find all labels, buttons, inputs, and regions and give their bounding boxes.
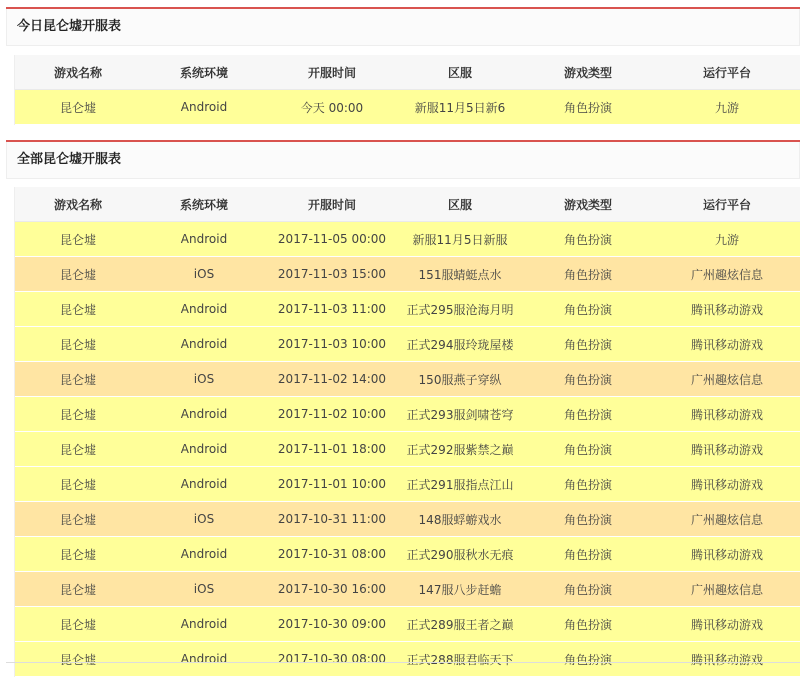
table-row — [15, 572, 800, 607]
column-header-time: 开服时间 — [267, 55, 397, 90]
cell-game-type: 角色扮演 — [523, 642, 653, 677]
table-row — [15, 397, 800, 432]
cell-open-time: 2017-11-03 15:00 — [267, 257, 397, 292]
column-header-platform: 运行平台 — [653, 55, 800, 90]
cell-game-name: 昆仑墟 — [15, 257, 141, 292]
cell-platform: 腾讯移动游戏 — [653, 432, 800, 467]
table-row — [15, 642, 800, 677]
cell-os: Android — [141, 537, 267, 572]
today-server-table — [15, 55, 800, 125]
cell-game-type: 角色扮演 — [523, 257, 653, 292]
table-row — [15, 292, 800, 327]
cell-server-name: 148服蜉蝣戏水 — [397, 502, 523, 537]
cell-game-type: 角色扮演 — [523, 502, 653, 537]
cell-server-name: 正式292服紫禁之巅 — [397, 432, 523, 467]
cell-platform: 腾讯移动游戏 — [653, 467, 800, 502]
cell-os: Android — [141, 397, 267, 432]
cell-game-type: 角色扮演 — [523, 537, 653, 572]
cell-os: Android — [141, 607, 267, 642]
cell-os: iOS — [141, 502, 267, 537]
cell-game-type: 角色扮演 — [523, 362, 653, 397]
cell-platform: 广州趣炫信息 — [653, 257, 800, 292]
cell-os: Android — [141, 642, 267, 677]
cell-open-time: 2017-10-30 08:00 — [267, 642, 397, 677]
column-header-platform: 运行平台 — [653, 187, 800, 222]
column-header-os: 系统环境 — [141, 55, 267, 90]
cell-open-time: 2017-10-30 09:00 — [267, 607, 397, 642]
cell-game-name: 昆仑墟 — [15, 292, 141, 327]
cell-server-name: 正式293服剑啸苍穹 — [397, 397, 523, 432]
cell-server-name: 正式295服沧海月明 — [397, 292, 523, 327]
cell-game-name: 昆仑墟 — [15, 397, 141, 432]
cell-game-type: 角色扮演 — [523, 292, 653, 327]
cell-game-type: 角色扮演 — [523, 397, 653, 432]
cell-game-name: 昆仑墟 — [15, 607, 141, 642]
all-server-panel — [6, 140, 800, 666]
table-row — [15, 502, 800, 537]
all-table-header-row — [15, 187, 800, 222]
column-header-game: 游戏名称 — [15, 55, 141, 90]
cell-os: Android — [141, 327, 267, 362]
cell-os: Android — [141, 292, 267, 327]
cell-os: Android — [141, 90, 267, 125]
cell-os: iOS — [141, 362, 267, 397]
cell-game-name: 昆仑墟 — [15, 572, 141, 607]
cell-game-type: 角色扮演 — [523, 572, 653, 607]
cell-open-time: 2017-11-03 11:00 — [267, 292, 397, 327]
cell-game-type: 角色扮演 — [523, 222, 653, 257]
cell-open-time: 2017-11-01 18:00 — [267, 432, 397, 467]
table-row — [15, 537, 800, 572]
cell-game-name: 昆仑墟 — [15, 90, 141, 125]
cell-server-name: 正式291服指点江山 — [397, 467, 523, 502]
cell-server-name: 新服11月5日新服 — [397, 222, 523, 257]
cell-server-name: 正式294服玲珑屋楼 — [397, 327, 523, 362]
cell-open-time: 今天 00:00 — [267, 90, 397, 125]
cell-game-name: 昆仑墟 — [15, 537, 141, 572]
cell-open-time: 2017-10-31 11:00 — [267, 502, 397, 537]
cell-platform: 广州趣炫信息 — [653, 572, 800, 607]
table-row — [15, 222, 800, 257]
cell-open-time: 2017-11-05 00:00 — [267, 222, 397, 257]
all-table-wrap — [14, 187, 800, 677]
cell-os: Android — [141, 222, 267, 257]
cell-game-type: 角色扮演 — [523, 607, 653, 642]
bottom-divider — [6, 662, 800, 663]
today-table-wrap — [14, 55, 800, 125]
cell-os: Android — [141, 432, 267, 467]
cell-platform: 九游 — [653, 90, 800, 125]
cell-server-name: 正式290服秋水无痕 — [397, 537, 523, 572]
cell-platform: 腾讯移动游戏 — [653, 537, 800, 572]
today-table-body — [15, 90, 800, 125]
column-header-type: 游戏类型 — [523, 187, 653, 222]
cell-platform: 腾讯移动游戏 — [653, 607, 800, 642]
cell-server-name: 新服11月5日新6 — [397, 90, 523, 125]
table-row — [15, 432, 800, 467]
table-row — [15, 467, 800, 502]
column-header-server: 区服 — [397, 55, 523, 90]
all-server-table — [15, 187, 800, 677]
cell-server-name: 151服蜻蜓点水 — [397, 257, 523, 292]
cell-game-name: 昆仑墟 — [15, 502, 141, 537]
cell-game-name: 昆仑墟 — [15, 362, 141, 397]
column-header-os: 系统环境 — [141, 187, 267, 222]
today-panel-title: 今日昆仑墟开服表 — [6, 9, 800, 46]
table-row — [15, 607, 800, 642]
cell-platform: 腾讯移动游戏 — [653, 327, 800, 362]
cell-game-type: 角色扮演 — [523, 432, 653, 467]
cell-game-name: 昆仑墟 — [15, 432, 141, 467]
column-header-server: 区服 — [397, 187, 523, 222]
cell-game-name: 昆仑墟 — [15, 642, 141, 677]
column-header-time: 开服时间 — [267, 187, 397, 222]
table-row — [15, 90, 800, 125]
cell-open-time: 2017-10-31 08:00 — [267, 537, 397, 572]
cell-platform: 腾讯移动游戏 — [653, 292, 800, 327]
cell-platform: 广州趣炫信息 — [653, 502, 800, 537]
column-header-game: 游戏名称 — [15, 187, 141, 222]
cell-open-time: 2017-10-30 16:00 — [267, 572, 397, 607]
cell-server-name: 正式288服君临天下 — [397, 642, 523, 677]
cell-game-type: 角色扮演 — [523, 90, 653, 125]
cell-game-name: 昆仑墟 — [15, 222, 141, 257]
cell-platform: 广州趣炫信息 — [653, 362, 800, 397]
cell-os: iOS — [141, 572, 267, 607]
cell-os: Android — [141, 467, 267, 502]
cell-os: iOS — [141, 257, 267, 292]
all-panel-title: 全部昆仑墟开服表 — [6, 142, 800, 179]
cell-platform: 腾讯移动游戏 — [653, 397, 800, 432]
cell-platform: 九游 — [653, 222, 800, 257]
cell-open-time: 2017-11-02 10:00 — [267, 397, 397, 432]
cell-open-time: 2017-11-02 14:00 — [267, 362, 397, 397]
cell-platform: 腾讯移动游戏 — [653, 642, 800, 677]
table-row — [15, 257, 800, 292]
cell-game-type: 角色扮演 — [523, 327, 653, 362]
cell-game-name: 昆仑墟 — [15, 467, 141, 502]
cell-game-type: 角色扮演 — [523, 467, 653, 502]
cell-server-name: 147服八步赶蟾 — [397, 572, 523, 607]
table-row — [15, 327, 800, 362]
cell-game-name: 昆仑墟 — [15, 327, 141, 362]
all-table-body — [15, 222, 800, 677]
cell-open-time: 2017-11-01 10:00 — [267, 467, 397, 502]
cell-server-name: 150服燕子穿纵 — [397, 362, 523, 397]
column-header-type: 游戏类型 — [523, 55, 653, 90]
cell-server-name: 正式289服王者之巅 — [397, 607, 523, 642]
today-table-header-row — [15, 55, 800, 90]
table-row — [15, 362, 800, 397]
today-server-panel — [6, 7, 800, 130]
cell-open-time: 2017-11-03 10:00 — [267, 327, 397, 362]
